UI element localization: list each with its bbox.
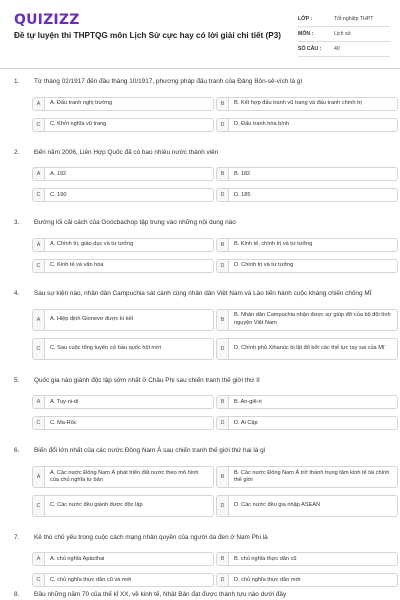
worksheet-meta (298, 12, 390, 57)
answer-option-b[interactable] (216, 309, 398, 331)
answer-options (32, 552, 400, 587)
question-text: Quốc gia nào giành độc lập sớm nhất ở Châu Phi sau chiến tranh thế giới thứ II (34, 376, 260, 384)
meta-row-subject (298, 27, 390, 42)
option-letter: D (217, 417, 229, 429)
option-letter: D (217, 189, 229, 201)
option-letter: C (33, 119, 45, 131)
option-text: D. Chính trị và tư tưởng (234, 262, 294, 269)
worksheet-title: Đề tự luyện thi THPTQG môn Lịch Sử cực hay có lời giải chi tiết (P3) (14, 31, 281, 40)
option-letter: B (217, 553, 229, 565)
answer-options (32, 167, 400, 202)
option-text: A. Hiệp định Gionevơ được kí kết (50, 315, 134, 322)
option-letter: A (33, 239, 45, 251)
option-letter: B (217, 396, 229, 408)
answer-option-b[interactable] (216, 167, 398, 181)
question-number: 3. (14, 219, 20, 227)
meta-value: Tốt nghiệp THPT (334, 16, 374, 22)
question-number: 7. (14, 533, 20, 541)
option-text: B. chủ nghĩa thực dân cũ (234, 555, 297, 562)
answer-option-c[interactable] (32, 573, 214, 587)
answer-option-d[interactable] (216, 416, 398, 430)
answer-option-d[interactable] (216, 188, 398, 202)
meta-label: MÔN : (298, 31, 314, 37)
option-text: A. Tuy-ni-di (50, 398, 79, 405)
answer-option-a[interactable] (32, 466, 214, 488)
answer-option-b[interactable] (216, 238, 398, 252)
meta-row-count (298, 42, 390, 57)
option-letter: C (33, 339, 45, 359)
question-text: Biến đổi lớn nhất của các nước Đông Nam Á sau chiến tranh thế giới thứ hai là gì (34, 447, 266, 455)
answer-options (32, 238, 400, 273)
question-item (0, 447, 400, 517)
option-text: D. Ai Cập (234, 419, 258, 426)
option-letter: B (217, 98, 229, 110)
option-letter: A (33, 98, 45, 110)
option-text: B. Kinh tế, chính trị và tư tưởng (234, 241, 313, 248)
question-item (0, 78, 400, 132)
answer-option-a[interactable] (32, 309, 214, 331)
meta-value: 40 (334, 46, 340, 52)
option-text: D. 185 (234, 191, 251, 198)
answer-options (32, 395, 400, 430)
answer-options (32, 97, 400, 132)
answer-option-d[interactable] (216, 495, 398, 517)
question-number: 1. (14, 78, 20, 85)
option-text: A. Chính trị, giáo dục và tư tưởng (50, 241, 134, 248)
question-item (0, 377, 400, 431)
answer-option-c[interactable] (32, 416, 214, 430)
question-number: 2. (14, 148, 20, 156)
option-letter: B (217, 239, 229, 251)
option-letter: B (217, 168, 229, 180)
answer-option-b[interactable] (216, 395, 398, 409)
option-text: A. Đấu tranh nghị trường (50, 100, 113, 106)
option-letter: A (33, 310, 45, 330)
option-letter: A (33, 396, 45, 408)
option-letter: C (33, 496, 45, 516)
answer-option-c[interactable] (32, 495, 214, 517)
option-text: B. Kết hợp đấu tranh vũ trang và đấu tranh chính trị (234, 100, 362, 106)
question-text: Đường lối cải cách của Goócbachop tập trung vào những nội dung nào (34, 219, 236, 227)
answer-option-a[interactable] (32, 552, 214, 566)
answer-option-d[interactable] (216, 338, 398, 360)
option-letter: D (217, 119, 229, 131)
option-text: B. Nhân dân Campuchia nhận được sự giúp đỡ của bộ đội tình nguyện Việt Nam (234, 312, 391, 326)
option-text: A. 192 (50, 170, 67, 177)
question-number: 4. (14, 289, 20, 297)
question-text: Kẻ thù chủ yếu trong cuộc cách mạng nhân quyền của người da đen ở Nam Phi là (34, 533, 268, 541)
answer-option-a[interactable] (32, 395, 214, 409)
answer-option-b[interactable] (216, 466, 398, 488)
option-letter: D (217, 260, 229, 272)
meta-label: LỚP : (298, 16, 313, 22)
option-text: D. Các nước đều gia nhập ASEAN (234, 502, 321, 509)
option-text: B. An-giê-ri (234, 398, 262, 405)
question-partial (0, 588, 400, 600)
answer-option-a[interactable] (32, 167, 214, 181)
option-letter: B (217, 310, 229, 330)
option-text: C. Ma-Rốc (50, 419, 77, 426)
option-text: A. chủ nghĩa Apácthai (50, 555, 105, 562)
question-number: 5. (14, 376, 20, 384)
option-text: C. Sau cuộc tổng tuyển cử bầu quốc hội mới (50, 344, 161, 351)
option-text: A. Các nước Đông Nam Á phát triển đất nước theo mô hình của chủ nghĩa tư bản (50, 469, 199, 483)
option-letter: D (217, 339, 229, 359)
option-text: B. 182 (234, 170, 251, 177)
answer-option-c[interactable] (32, 259, 214, 273)
option-text: C. chủ nghĩa thực dân cũ và mới (50, 576, 132, 583)
option-letter: A (33, 553, 45, 565)
question-item (0, 534, 400, 588)
option-text: D. Đấu tranh hòa bình (234, 121, 290, 127)
quizizz-logo: QUIZIZZ (14, 12, 80, 28)
meta-row-class (298, 12, 390, 27)
answer-option-c[interactable] (32, 188, 214, 202)
option-text: C. 190 (50, 191, 67, 198)
option-letter: C (33, 189, 45, 201)
option-letter: A (33, 467, 45, 487)
answer-option-a[interactable] (32, 97, 214, 111)
answer-option-d[interactable] (216, 573, 398, 587)
answer-option-a[interactable] (32, 238, 214, 252)
option-text: C. Khởi nghĩa vũ trang (50, 121, 107, 127)
option-letter: A (33, 168, 45, 180)
answer-options (32, 466, 400, 517)
option-text: B. Các nước Đông Nam Á trở thành trung tâm kinh tế tài chính thế giới (234, 469, 390, 483)
answer-option-d[interactable] (216, 118, 398, 132)
question-item (0, 219, 400, 273)
question-list (0, 78, 400, 587)
meta-value: Lịch sử (334, 31, 352, 37)
meta-label: SỐ CÂU : (298, 46, 322, 52)
option-letter: B (217, 467, 229, 487)
answer-option-c[interactable] (32, 118, 214, 132)
question-text: Từ tháng 02/1917 đến đầu tháng 10/1917, phương pháp đấu tranh của Đảng Bôn-sê-vích là gì (34, 78, 303, 85)
header-divider (0, 68, 400, 69)
option-text: C. Kinh tế và văn hóa (50, 262, 104, 269)
answer-option-b[interactable] (216, 552, 398, 566)
answer-option-c[interactable] (32, 338, 214, 360)
option-text: D. chủ nghĩa thực dân mới (234, 576, 301, 583)
question-number: 6. (14, 447, 20, 455)
answer-options (32, 309, 400, 360)
question-number: 8. (14, 591, 20, 598)
option-letter: C (33, 417, 45, 429)
answer-option-d[interactable] (216, 259, 398, 273)
option-letter: C (33, 260, 45, 272)
option-text: D. Chính phủ Xihanúc bị lật đổ bởi các thế lực tay sai của Mĩ (234, 344, 385, 351)
worksheet-header (0, 0, 400, 70)
question-text: Đến năm 2006, Liên Hợp Quốc đã có bao nhiêu nước thành viên (34, 148, 219, 156)
option-letter: C (33, 574, 45, 586)
answer-option-b[interactable] (216, 97, 398, 111)
option-text: C. Các nước đều giành được độc lập (50, 502, 143, 509)
question-text: Sau sự kiện nào, nhân dân Campuchia sát cánh cùng nhân dân Việt Nam và Lào tiến hành cuộc kháng chiến chống Mĩ (34, 289, 372, 297)
question-item (0, 290, 400, 360)
question-item (0, 149, 400, 203)
option-letter: D (217, 574, 229, 586)
question-text: Đầu những năm 70 của thế kỉ XX, về kinh tế, Nhật Bản đạt được thành tựu nào dưới đây (34, 591, 287, 598)
option-letter: D (217, 496, 229, 516)
